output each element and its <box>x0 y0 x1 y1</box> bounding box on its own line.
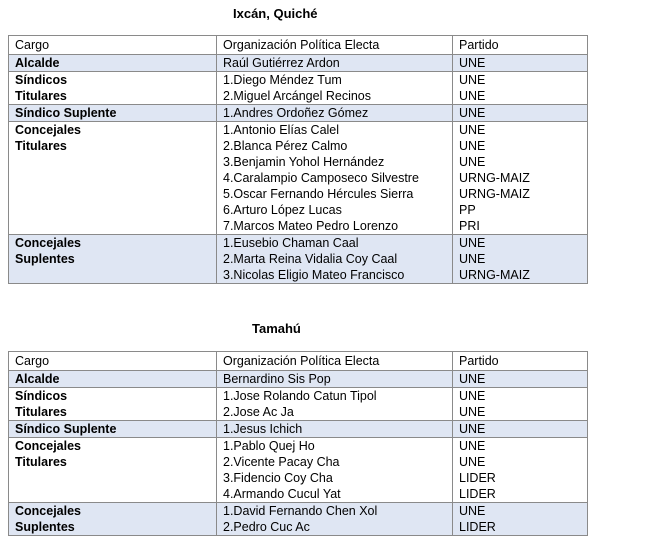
party-line: PRI <box>459 219 480 233</box>
header-partido: Partido <box>453 36 588 55</box>
party-cell <box>453 72 588 105</box>
table-row <box>9 105 588 122</box>
names-cell <box>217 122 453 235</box>
cargo-line: Síndico Suplente <box>15 106 117 120</box>
name-line: 2.Marta Reina Vidalia Coy Caal <box>223 252 398 266</box>
cargo-line: Síndicos <box>15 73 68 87</box>
header-cargo: Cargo <box>9 352 217 371</box>
cargo-line: Titulares <box>15 455 67 469</box>
cargo-line: Síndicos <box>15 389 68 403</box>
cargo-line: Alcalde <box>15 56 60 70</box>
results-table-tamahu <box>8 351 588 536</box>
cargo-cell <box>9 438 217 503</box>
cargo-line: Titulares <box>15 405 67 419</box>
cargo-cell <box>9 122 217 235</box>
party-cell <box>453 55 588 72</box>
party-line: UNE <box>459 372 486 386</box>
table-row <box>9 421 588 438</box>
names-cell <box>217 388 453 421</box>
name-line: 1.Diego Méndez Tum <box>223 73 342 87</box>
party-line: UNE <box>459 123 486 137</box>
party-line: URNG-MAIZ <box>459 171 530 185</box>
cargo-cell <box>9 105 217 122</box>
cargo-cell <box>9 371 217 388</box>
party-line: PP <box>459 203 476 217</box>
cargo-line: Alcalde <box>15 372 60 386</box>
party-cell <box>453 371 588 388</box>
name-line: 4.Caralampio Camposeco Silvestre <box>223 171 419 185</box>
party-line: UNE <box>459 56 486 70</box>
table-row <box>9 503 588 536</box>
table-row <box>9 55 588 72</box>
party-cell <box>453 122 588 235</box>
header-org: Organización Política Electa <box>217 36 453 55</box>
name-line: 1.Pablo Quej Ho <box>223 439 315 453</box>
names-cell <box>217 105 453 122</box>
cargo-cell <box>9 72 217 105</box>
party-cell <box>453 438 588 503</box>
names-cell <box>217 371 453 388</box>
party-cell <box>453 388 588 421</box>
names-cell <box>217 438 453 503</box>
party-line: UNE <box>459 439 486 453</box>
cargo-line: Concejales <box>15 439 82 453</box>
name-line: 3.Nicolas Eligio Mateo Francisco <box>223 268 405 282</box>
party-line: LIDER <box>459 471 496 485</box>
name-line: 1.David Fernando Chen Xol <box>223 504 378 518</box>
party-cell <box>453 105 588 122</box>
party-line: UNE <box>459 89 486 103</box>
names-cell <box>217 55 453 72</box>
party-line: UNE <box>459 405 486 419</box>
results-table-ixcan <box>8 35 588 284</box>
table-row <box>9 438 588 503</box>
names-cell <box>217 421 453 438</box>
party-line: UNE <box>459 155 486 169</box>
table-row <box>9 122 588 235</box>
section-title-ixcan: Ixcán, Quiché <box>233 6 318 21</box>
name-line: 3.Fidencio Coy Cha <box>223 471 333 485</box>
name-line: 6.Arturo López Lucas <box>223 203 342 217</box>
party-line: LIDER <box>459 487 496 501</box>
name-line: 1.Andres Ordoñez Gómez <box>223 106 369 120</box>
cargo-line: Síndico Suplente <box>15 422 117 436</box>
table-row <box>9 371 588 388</box>
cargo-line: Concejales <box>15 123 82 137</box>
cargo-line: Suplentes <box>15 252 75 266</box>
name-line: 2.Jose Ac Ja <box>223 405 294 419</box>
name-line: 1.Eusebio Chaman Caal <box>223 236 359 250</box>
party-line: UNE <box>459 252 486 266</box>
party-line: UNE <box>459 106 486 120</box>
cargo-line: Suplentes <box>15 520 75 534</box>
section-title-tamahu: Tamahú <box>252 321 301 336</box>
table-header-row <box>9 36 588 55</box>
cargo-cell <box>9 503 217 536</box>
header-org: Organización Política Electa <box>217 352 453 371</box>
cargo-line: Concejales <box>15 236 82 250</box>
party-cell <box>453 235 588 284</box>
cargo-line: Concejales <box>15 504 82 518</box>
name-line: 7.Marcos Mateo Pedro Lorenzo <box>223 219 399 233</box>
names-cell <box>217 503 453 536</box>
name-line: 1.Antonio Elías Calel <box>223 123 340 137</box>
table-row <box>9 388 588 421</box>
cargo-line: Titulares <box>15 89 67 103</box>
party-line: UNE <box>459 139 486 153</box>
party-line: LIDER <box>459 520 496 534</box>
names-cell <box>217 235 453 284</box>
header-partido: Partido <box>453 352 588 371</box>
name-line: 4.Armando Cucul Yat <box>223 487 341 501</box>
party-line: UNE <box>459 455 486 469</box>
name-line: 2.Blanca Pérez Calmo <box>223 139 348 153</box>
party-cell <box>453 503 588 536</box>
party-line: UNE <box>459 73 486 87</box>
party-line: UNE <box>459 422 486 436</box>
cargo-cell <box>9 421 217 438</box>
cargo-line: Titulares <box>15 139 67 153</box>
party-line: UNE <box>459 504 486 518</box>
name-line: 2.Vicente Pacay Cha <box>223 455 340 469</box>
party-cell <box>453 421 588 438</box>
cargo-cell <box>9 388 217 421</box>
name-line: 5.Oscar Fernando Hércules Sierra <box>223 187 414 201</box>
party-line: URNG-MAIZ <box>459 268 530 282</box>
name-line: 2.Miguel Arcángel Recinos <box>223 89 371 103</box>
table-row <box>9 72 588 105</box>
party-line: UNE <box>459 236 486 250</box>
cargo-cell <box>9 55 217 72</box>
name-line: 2.Pedro Cuc Ac <box>223 520 310 534</box>
name-line: 1.Jose Rolando Catun Tipol <box>223 389 377 403</box>
names-cell <box>217 72 453 105</box>
table-header-row <box>9 352 588 371</box>
name-line: Bernardino Sis Pop <box>223 372 331 386</box>
name-line: 3.Benjamin Yohol Hernández <box>223 155 385 169</box>
header-cargo: Cargo <box>9 36 217 55</box>
cargo-cell <box>9 235 217 284</box>
name-line: Raúl Gutiérrez Ardon <box>223 56 340 70</box>
table-row <box>9 235 588 284</box>
party-line: UNE <box>459 389 486 403</box>
name-line: 1.Jesus Ichich <box>223 422 303 436</box>
party-line: URNG-MAIZ <box>459 187 530 201</box>
